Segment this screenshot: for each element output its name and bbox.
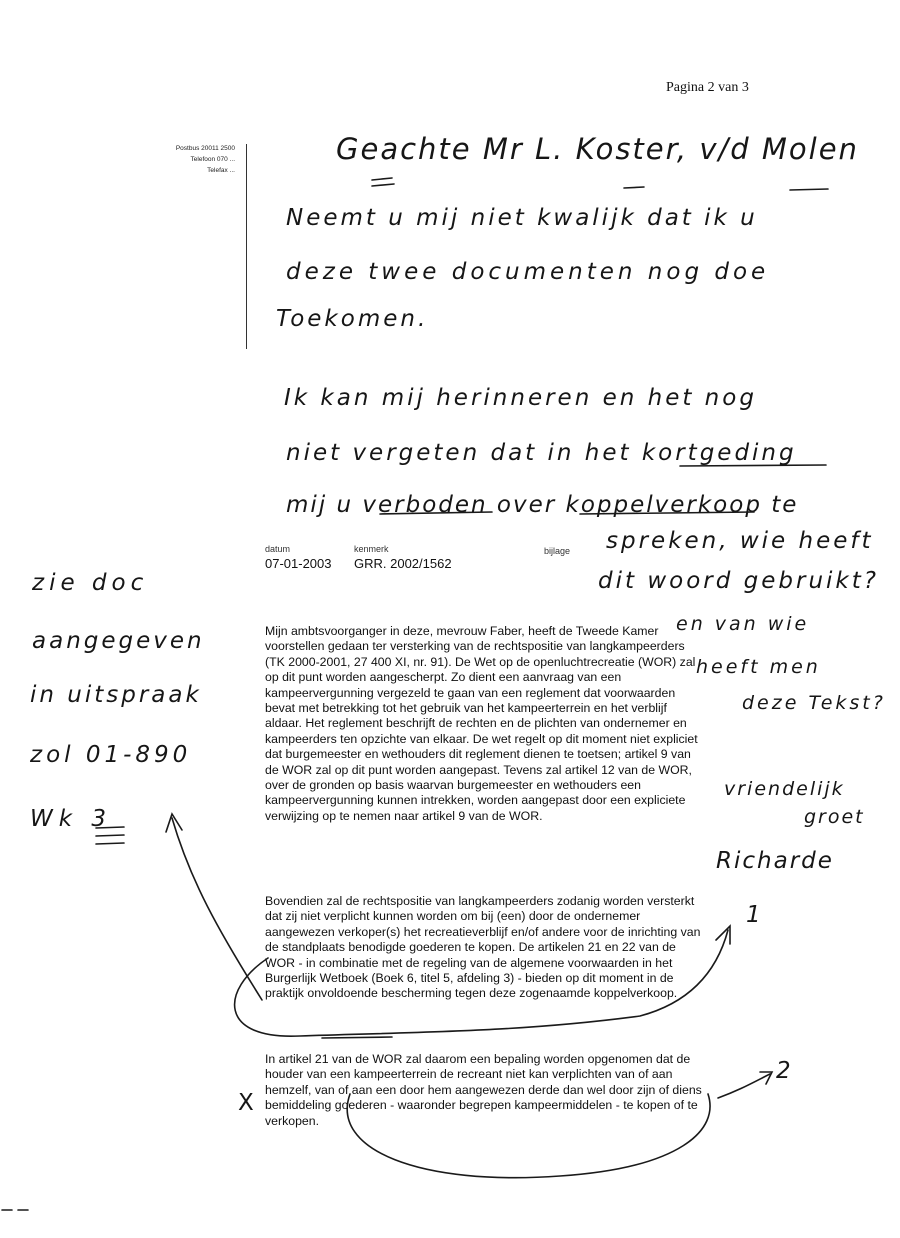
arrow-head — [716, 926, 730, 944]
handwritten-mark-1: 1 — [746, 902, 763, 928]
handwritten-signature: Richarde — [716, 848, 834, 874]
handwritten-line: Neemt u mij niet kwalijk dat ik u — [286, 205, 758, 231]
underline-stroke — [380, 512, 492, 514]
paragraph-text: Mijn ambtsvoorganger in deze, mevrouw Faber, heeft de Tweede Kamer voorstellen gedaan ter versterking van de rechtspositie van langkampeerders (TK 2000-2001, 27 400 XI, nr. 91). De Wet op de openluchtrecreatie (WOR) zal op dit punt worden aangescherpt. Zo dient een aanvraag van een kampeervergunning vergezeld te gaan van een reglement dat voorwaarden bevat met betrekking tot het gebruik van het kampeerterrein en het verblijf aldaar. Het reglement beschrijft de rechten en de plichten van ondernemer en kampeerders ten opzichte van elkaar. De wet regelt op dit moment niet expliciet dat burgemeester en wethouders dit reglement dienen te toetsen; artikel 9 van de WOR zal op dit punt worden aangepast. Tevens zal artikel 12 van de WOR, over de gronden op basis waarvan burgemeester en wethouders een kampeervergunning kunnen intrekken, worden aangepast door een expliciete verwijzing op te nemen naar artikel 9 van de WOR. — [265, 624, 698, 823]
triple-underline-mark — [96, 827, 124, 844]
underline-stroke — [372, 178, 394, 186]
underline-stroke — [322, 1037, 392, 1038]
paragraph-text: Bovendien zal de rechtspositie van langkampeerders zodanig worden versterkt dat zij niet verplicht kunnen worden om bij (een) door de ondernemer aangewezen verkoper(s) het recreatieverblijf en/of andere voor de inrichting van de standplaats benodigde goederen te kopen. De artikelen 21 en 22 van de WOR - in combinatie met de regeling van de algemene voorwaarden in het Burgerlijk Wetboek (Boek 6, titel 5, afdeling 3) - bieden op dit moment in de praktijk onvoldoende bescherming tegen deze zogenaamde koppelverkoop. — [265, 894, 701, 1001]
handwritten-closing: groet — [804, 806, 865, 828]
arrow-stroke — [172, 818, 262, 1000]
underline-stroke — [580, 512, 754, 514]
underline-stroke — [680, 465, 826, 466]
handwritten-line: heeft men — [696, 656, 821, 678]
handwritten-closing: vriendelijk — [724, 778, 845, 800]
handwritten-margin-line: zol 01-890 — [30, 742, 192, 768]
handwritten-line: dit woord gebruikt? — [598, 568, 879, 594]
kenmerk-value: GRR. 2002/1562 — [354, 556, 452, 571]
handwritten-line: spreken, wie heeft — [606, 528, 874, 554]
datum-value: 07-01-2003 — [265, 556, 332, 571]
handwritten-mark-2: 2 — [776, 1058, 793, 1084]
handwritten-line: en van wie — [676, 613, 810, 635]
handwritten-margin-line: aangegeven — [32, 628, 205, 654]
bijlage-label: bijlage — [544, 546, 571, 556]
handwritten-line: deze Tekst? — [742, 692, 886, 714]
circle-stroke — [235, 930, 728, 1036]
kenmerk-label: kenmerk — [354, 544, 389, 554]
handwritten-line: deze twee documenten nog doe — [286, 259, 770, 285]
datum-label: datum — [265, 544, 291, 554]
underline-stroke — [790, 189, 828, 190]
handwritten-salutation: Geachte Mr L. Koster, v/d Molen — [336, 132, 859, 166]
paragraph-text: In artikel 21 van de WOR zal daarom een bepaling worden opgenomen dat de houder van een kampeerterrein de recreant niet kan verplichten van of aan hemzelf, van of aan een door hem aangewezen derde dan wel door zijn of diens bemiddeling goederen - waaronder begrepen kampeermiddelen - te kopen of te verkopen. — [265, 1052, 702, 1128]
underline-stroke — [624, 187, 644, 188]
circle-stroke — [347, 1094, 710, 1178]
handwritten-line: mij u verboden over koppelverkoop te — [286, 492, 799, 518]
handwritten-margin-line: zie doc — [32, 570, 149, 596]
arrow-stroke — [718, 1074, 770, 1098]
page-number: Pagina 2 van 3 — [666, 80, 749, 95]
sender-line: Telefax ... — [207, 167, 235, 174]
handwritten-line: niet vergeten dat in het kortgeding — [286, 440, 797, 466]
sender-line: Telefoon 070 ... — [190, 156, 235, 163]
handwritten-line: Ik kan mij herinneren en het nog — [284, 385, 757, 411]
handwritten-mark-x: X — [238, 1090, 256, 1116]
handwritten-margin-line: in uitspraak — [30, 682, 202, 708]
sender-line: Postbus 20011 2500 — [175, 145, 235, 152]
handwritten-line: Toekomen. — [276, 306, 429, 332]
handwritten-margin-line: Wk 3 — [30, 806, 113, 832]
